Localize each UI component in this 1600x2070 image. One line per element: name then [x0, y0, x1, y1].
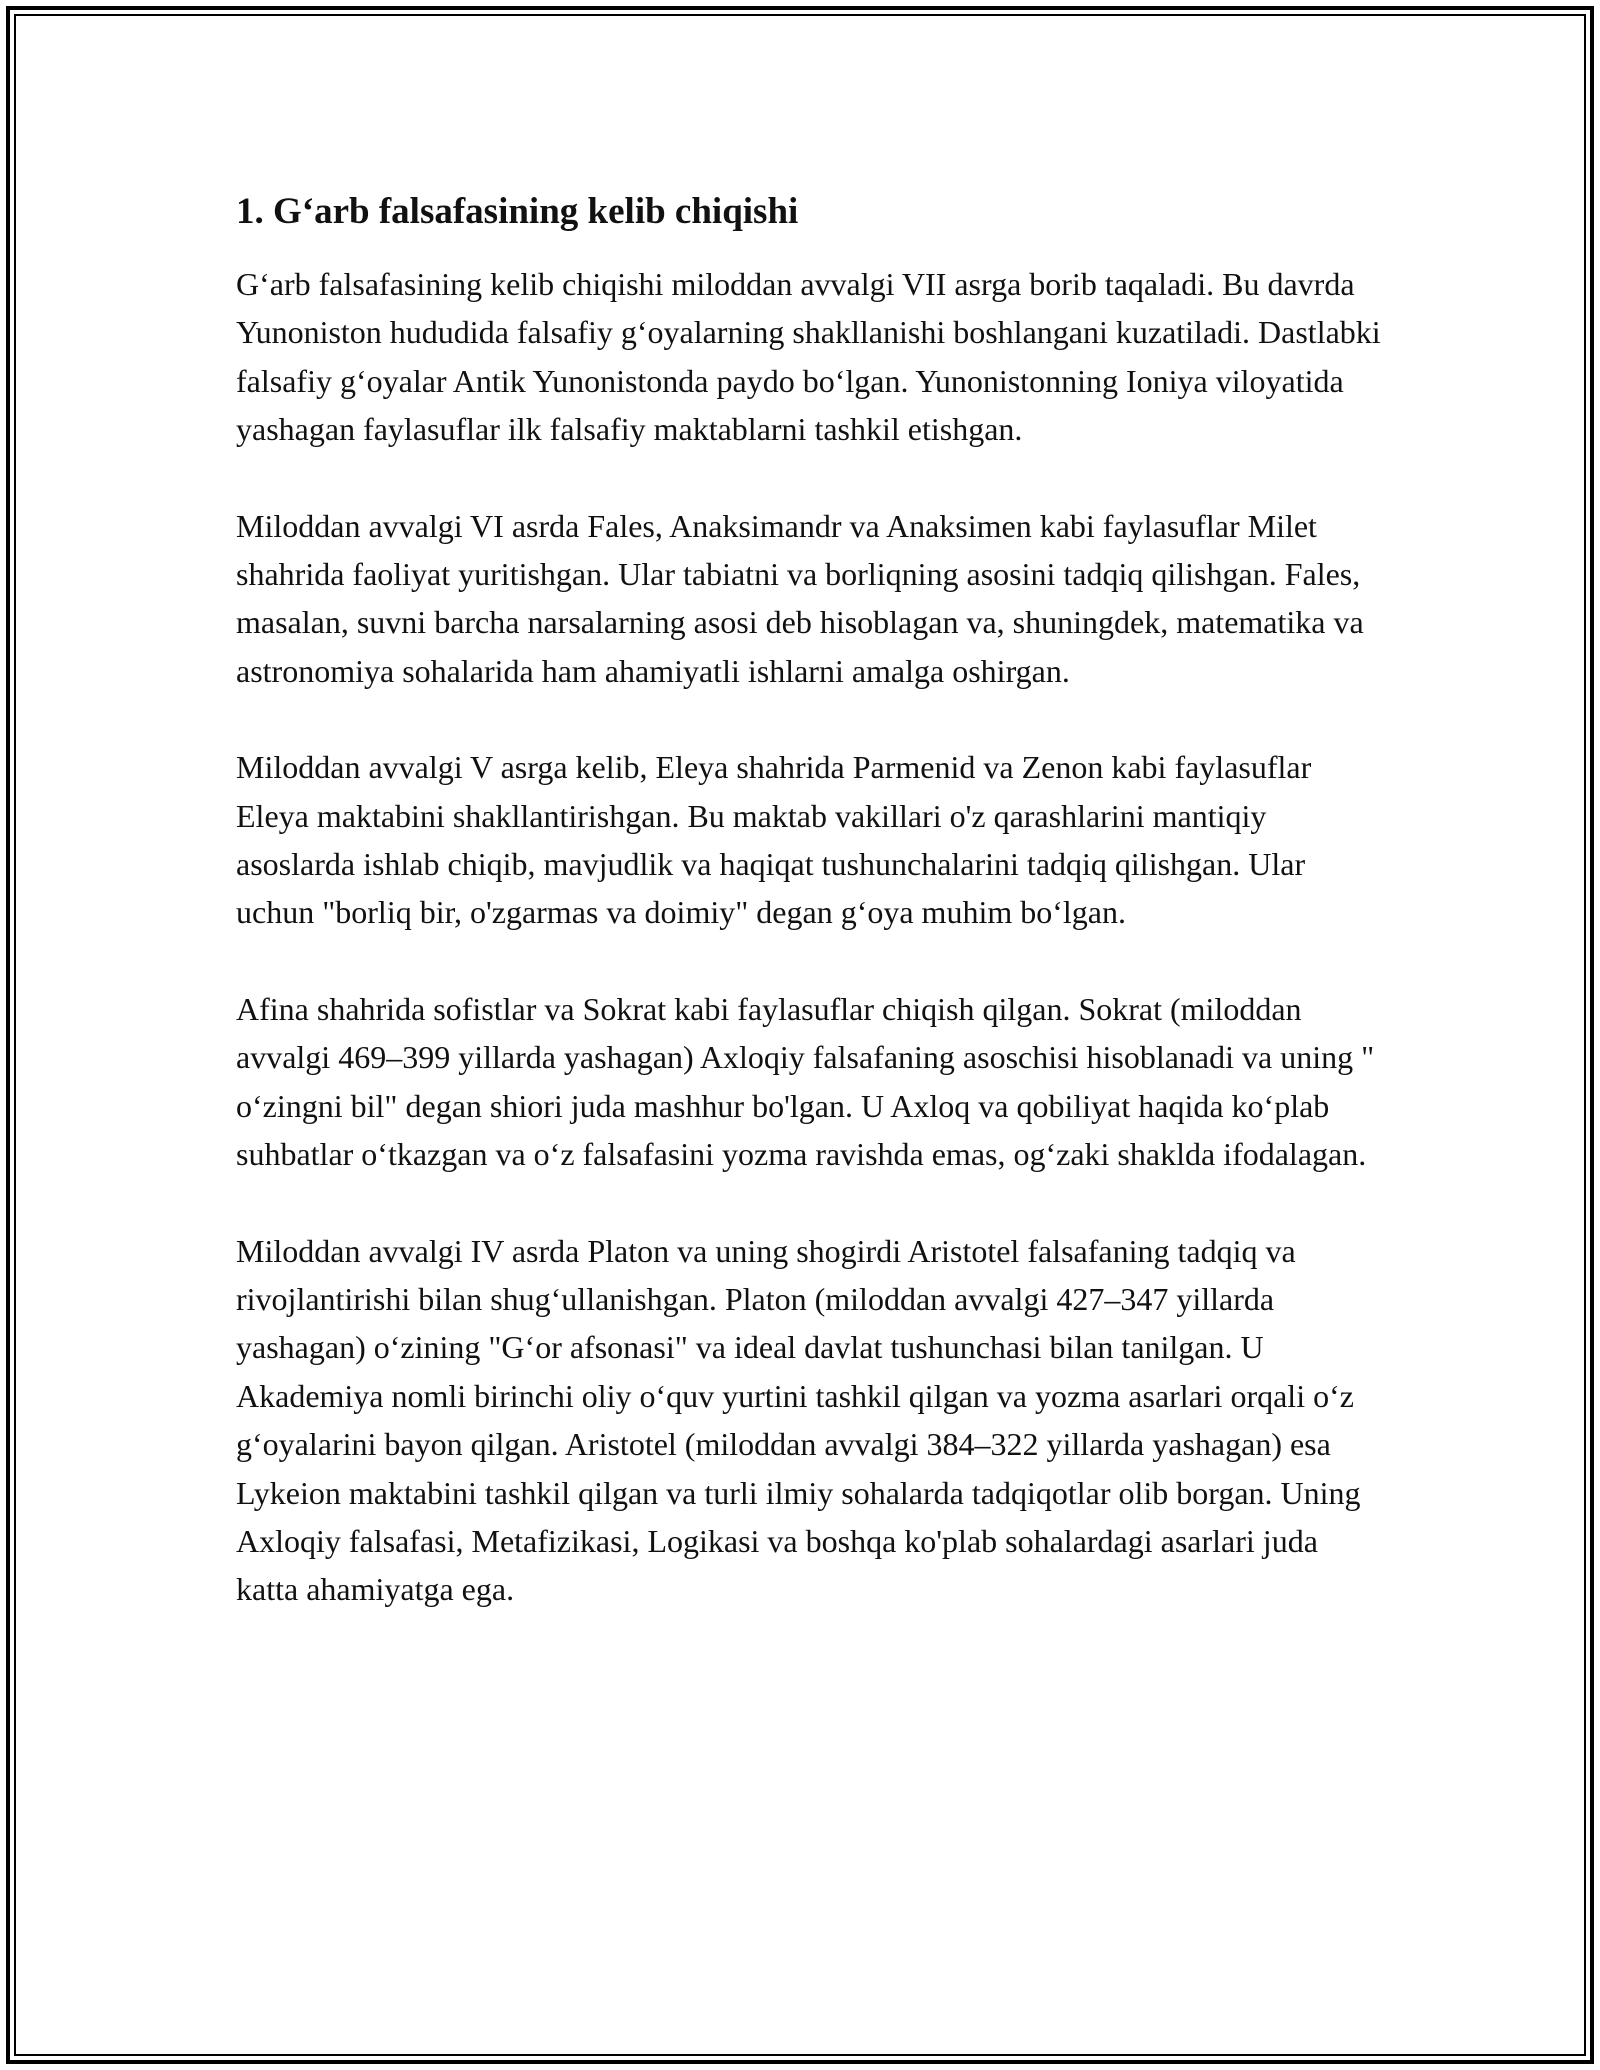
paragraph-milesian-school: Miloddan avvalgi VI asrda Fales, Anaksimandr va Anaksimen kabi faylasuflar Milet shahrida faoliyat yuritishgan. Ular tabiatni va borliqning asosini tadqiq qilishgan. Fales, masalan, suvni barcha narsalarning asosi deb hisoblagan va, shuningdek, matematika va astronomiya sohalarida ham ahamiyatli ishlarni amalga oshirgan. — [236, 507, 1364, 689]
paragraph-plato-aristotle: Miloddan avvalgi IV asrda Platon va uning shogirdi Aristotel falsafaning tadqiq va rivojlantirishi bilan shug‘ullanishgan. Platon (miloddan avvalgi 427–347 yillarda yashagan) o‘zining "G‘or afsonasi" va ideal davlat tushunchasi bilan tanilgan. U Akademiya nomli birinchi oliy o‘quv yurtini tashkil qilgan va yozma asarlari orqali o‘z g‘oyalarini bayon qilgan. Aristotel (miloddan avvalgi 384–322 yillarda yashagan) esa Lykeion maktabini tashkil qilgan va turli ilmiy sohalarda tadqiqotlar olib borgan. Uning Axloqiy falsafasi, Metafizikasi, Logikasi va boshqa ko'plab sohalardagi asarlari juda katta ahamiyatga ega. — [236, 1232, 1361, 1608]
paragraph-eleatic-school: Miloddan avvalgi V asrga kelib, Eleya shahrida Parmenid va Zenon kabi faylasuflar Eleya maktabini shakllantirishgan. Bu maktab vakillari o'z qarashlarini mantiqiy asoslarda ishlab chiqib, mavjudlik va haqiqat tushunchalarini tadqiq qilishgan. Ular uchun "borliq bir, o'zgarmas va doimiy" degan g‘oya muhim bo‘lgan. — [236, 749, 1312, 931]
document-body — [236, 186, 1386, 1662]
paragraph-origin: G‘arb falsafasining kelib chiqishi miloddan avvalgi VII asrga borib taqaladi. Bu davrda Yunoniston hududida falsafiy g‘oyalarning shakllanishi boshlangani kuzatiladi. Dastlabki falsafiy g‘oyalar Antik Yunonistonda paydo bo‘lgan. Yunonistonning Ioniya viloyatida yashagan faylasuflar ilk falsafiy maktablarni tashkil etishgan. — [236, 266, 1381, 448]
paragraph-socrates: Afina shahrida sofistlar va Sokrat kabi faylasuflar chiqish qilgan. Sokrat (miloddan avvalgi 469–399 yillarda yashagan) Axloqiy falsafaning asoschisi hisoblanadi va uning " o‘zingni bil" degan shiori juda mashhur bo'lgan. U Axloq va qobiliyat haqida ko‘plab suhbatlar o‘tkazgan va o‘z falsafasini yozma ravishda emas, og‘zaki shakldа ifodalagan. — [236, 990, 1375, 1173]
section-heading: 1. G‘arb falsafasining kelib chiqishi — [236, 191, 799, 232]
